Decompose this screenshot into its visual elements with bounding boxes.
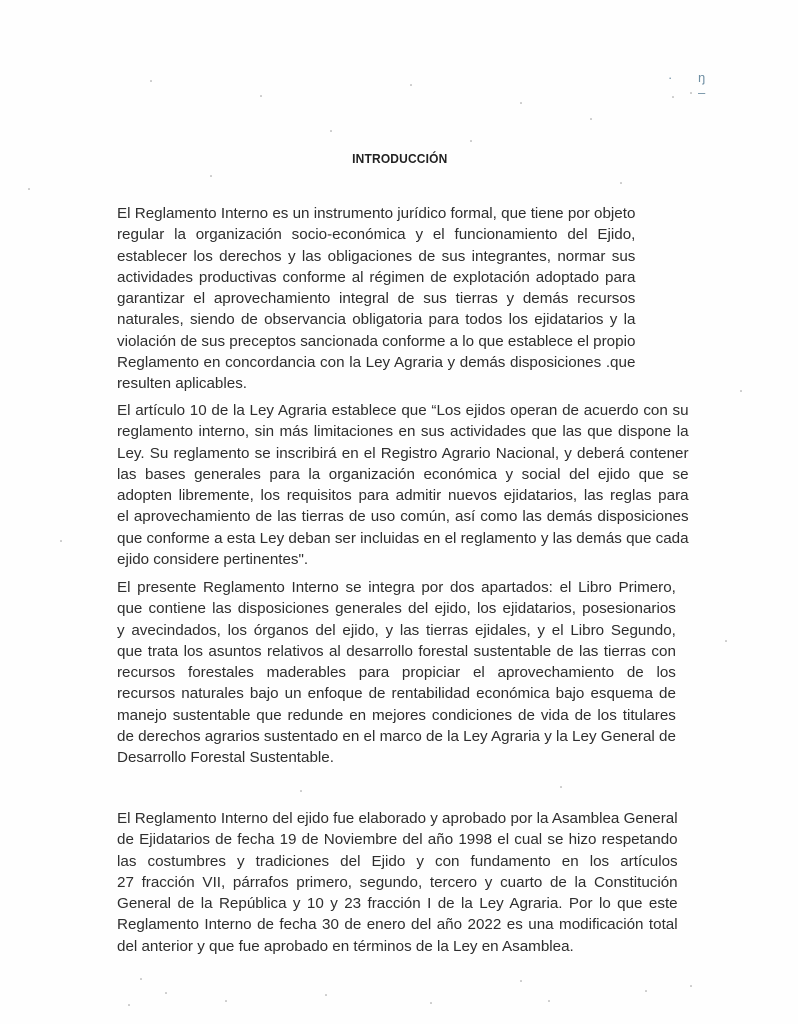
text-line: violación de sus preceptos sancionada conforme a lo que establece el propio — [117, 332, 636, 350]
text-line: General de la República y 10 y 23 fracción I de la Ley Agraria. Por lo que este — [117, 895, 678, 913]
paragraph-articulo-10 — [117, 400, 689, 570]
text-line: y avecindados, los órganos del ejido, y las tierras ejidales, y el Libro Segundo, — [117, 621, 676, 639]
text-line: Ley. Su reglamento se inscribirá en el Registro Agrario Nacional, y deberá contener — [117, 444, 689, 462]
scan-speck — [325, 994, 327, 996]
text-line: que contiene las disposiciones generales del ejido, los ejidatarios, posesionarios — [117, 600, 676, 618]
scan-speck — [690, 985, 692, 987]
text-line: recursos naturales bajo un enfoque de rentabilidad económica bajo esquema de — [117, 685, 676, 703]
text-line: El presente Reglamento Interno se integra por dos apartados: el Libro Primero, — [117, 579, 676, 596]
scan-speck — [150, 80, 152, 82]
text-line: reglamento interno, sin más limitaciones en sus actividades que las que dispone la — [117, 423, 689, 441]
text-line: del anterior y que fue aprobado en términos de la Ley en Asamblea. — [117, 937, 574, 955]
text-line: que conforme a esta Ley deban ser incluidas en el reglamento y las demás que cada — [117, 529, 689, 547]
text-line: el aprovechamiento de las tierras de uso común, así como las demás disposiciones — [117, 508, 689, 526]
document-title: INTRODUCCIÓN — [352, 151, 448, 166]
text-line: 27 fracción VII, párrafos primero, segundo, tercero y cuarto de la Constitución — [117, 873, 678, 891]
text-line: de Ejidatarios de fecha 19 de Noviembre del año 1998 el cual se hizo respetando — [117, 831, 678, 849]
text-line: las costumbres y tradiciones del Ejido y con fundamento en los artículos — [117, 852, 678, 870]
scan-speck — [690, 92, 692, 94]
paragraph-aprobacion-asamblea — [117, 808, 678, 957]
text-line: recursos forestales maderables para propiciar el aprovechamiento de los — [117, 664, 676, 682]
scan-speck — [620, 182, 622, 184]
scan-speck — [548, 1000, 550, 1002]
text-line: de derechos agrarios sustentado en el marco de la Ley Agraria y la Ley General de — [117, 728, 676, 746]
scan-speck — [60, 540, 62, 542]
scan-speck — [590, 118, 592, 120]
scan-mark-stroke: ŋ ‒ — [698, 70, 708, 100]
scan-speck — [520, 102, 522, 104]
text-line: regular la organización socio-económica y el funcionamiento del Ejido, — [117, 226, 636, 244]
text-line: El artículo 10 de la Ley Agraria establece que “Los ejidos operan de acuerdo con su — [117, 402, 689, 419]
scan-speck — [28, 188, 30, 190]
scan-speck — [300, 790, 302, 792]
scan-speck — [140, 978, 142, 980]
text-line: adopten libremente, los requisitos para admitir nuevos ejidatarios, las reglas para — [117, 487, 689, 505]
scan-speck — [430, 1002, 432, 1004]
scan-speck — [740, 390, 742, 392]
scan-speck — [210, 175, 212, 177]
text-line: naturales, siendo de observancia obligatoria para todos los ejidatarios y la — [117, 311, 636, 329]
scan-mark-dot: · — [668, 70, 675, 85]
text-line: que trata los asuntos relativos al desarrollo forestal sustentable de las tierras con — [117, 642, 676, 660]
scan-speck — [260, 95, 262, 97]
text-line: Reglamento en concordancia con la Ley Agraria y demás disposiciones .que — [117, 354, 636, 372]
scan-speck — [672, 96, 674, 98]
text-line: El Reglamento Interno del ejido fue elaborado y aprobado por la Asamblea General — [117, 810, 678, 827]
text-line: actividades productivas conforme al régimen de explotación adoptado para — [117, 268, 636, 286]
text-line: las bases generales para la organización económica y social del ejido que se — [117, 465, 689, 483]
text-line: Desarrollo Forestal Sustentable. — [117, 749, 334, 767]
text-line: El Reglamento Interno es un instrumento jurídico formal, que tiene por objeto — [117, 205, 636, 222]
scan-speck — [470, 140, 472, 142]
paragraph-estructura-libros — [117, 577, 676, 769]
scan-speck — [410, 84, 412, 86]
scan-speck — [225, 1000, 227, 1002]
scan-speck — [645, 990, 647, 992]
text-line: resulten aplicables. — [117, 375, 248, 393]
text-line: garantizar el aprovechamiento integral de sus tierras y demás recursos — [117, 290, 636, 308]
scan-speck — [560, 786, 562, 788]
scan-speck — [165, 992, 167, 994]
text-line: establecer los derechos y las obligaciones de sus integrantes, normar sus — [117, 247, 636, 265]
scan-speck — [725, 640, 727, 642]
scan-speck — [520, 980, 522, 982]
text-line: ejido considere pertinentes". — [117, 551, 309, 569]
scan-speck — [128, 1004, 130, 1006]
paragraph-reglamento-definicion — [117, 203, 635, 395]
scan-speck — [330, 130, 332, 132]
text-line: manejo sustentable que redunde en mejores condiciones de vida de los titulares — [117, 706, 676, 724]
text-line: Reglamento Interno de fecha 30 de enero del año 2022 es una modificación total — [117, 916, 678, 934]
